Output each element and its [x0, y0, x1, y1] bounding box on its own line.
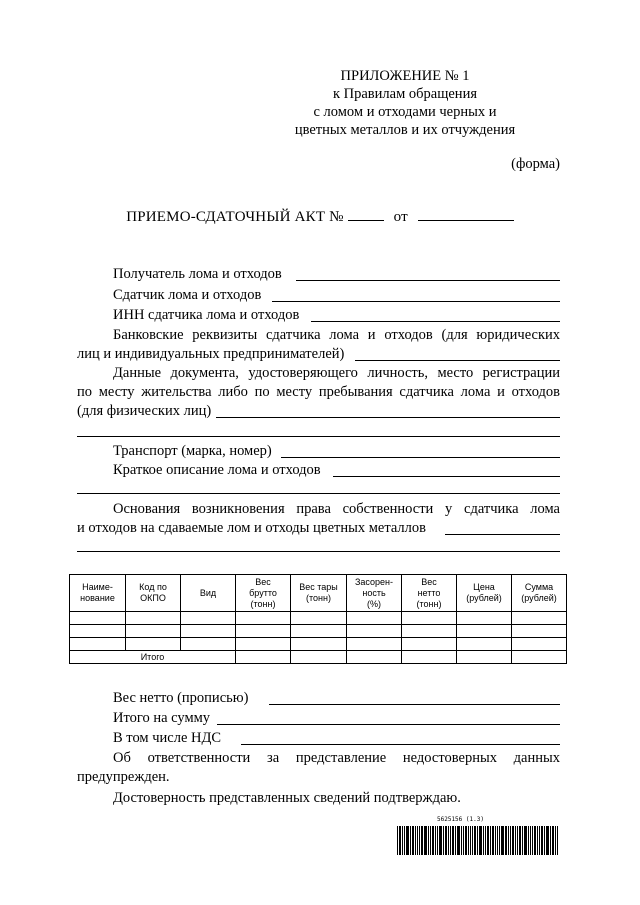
- barcode-bar: [463, 826, 464, 855]
- table-cell[interactable]: [347, 612, 402, 625]
- net-weight-label: Вес нетто (прописью): [113, 690, 249, 706]
- barcode-bar: [452, 826, 454, 855]
- barcode-bar: [399, 826, 401, 855]
- barcode-bar: [468, 826, 469, 855]
- basis-field-1[interactable]: [445, 534, 560, 535]
- barcode-bar: [432, 826, 434, 855]
- barcode: [397, 826, 561, 855]
- basis-label-2: и отходов на сдаваемые лом и отходы цветных металлов: [77, 520, 426, 536]
- barcode-bar: [508, 826, 509, 855]
- table-cell[interactable]: [70, 612, 126, 625]
- table-cell[interactable]: [402, 612, 457, 625]
- barcode-bar: [485, 826, 486, 855]
- table-header-cell: Вес нетто (тонн): [402, 575, 457, 612]
- barcode-bar: [450, 826, 451, 855]
- table-cell[interactable]: [457, 612, 512, 625]
- barcode-bar: [437, 826, 438, 855]
- barcode-bar: [539, 826, 540, 855]
- doc-field-1[interactable]: [216, 417, 560, 418]
- table-cell[interactable]: [291, 612, 347, 625]
- barcode-bar: [557, 826, 558, 855]
- table-cell[interactable]: [236, 625, 291, 638]
- bank-label-1: Банковские реквизиты сдатчика лома и отходов (для юридических: [113, 327, 560, 343]
- doc-label-3: (для физических лиц): [77, 403, 212, 419]
- warning-line-1: Об ответственности за представление недостоверных данных: [113, 750, 560, 766]
- barcode-bar: [435, 826, 436, 855]
- barcode-bar: [417, 826, 418, 855]
- barcode-bar: [510, 826, 511, 855]
- barcode-bar: [501, 826, 504, 855]
- table-cell[interactable]: [70, 625, 126, 638]
- table-cell[interactable]: [70, 638, 126, 651]
- barcode-bar: [524, 826, 527, 855]
- act-number-field[interactable]: [348, 207, 384, 221]
- barcode-bar: [465, 826, 467, 855]
- title-from: от: [393, 209, 408, 225]
- document-title: [0, 207, 640, 226]
- table-header-cell: Цена (рублей): [457, 575, 512, 612]
- recipient-field[interactable]: [296, 280, 560, 281]
- barcode-bar: [546, 826, 549, 855]
- barcode-number: 5625156 (1.3): [437, 816, 484, 823]
- bank-field[interactable]: [355, 360, 560, 361]
- barcode-bar: [528, 826, 529, 855]
- table-total-label: Итого: [70, 651, 236, 664]
- scrap-table: [69, 574, 567, 664]
- appendix-line-1: ПРИЛОЖЕНИЕ № 1: [340, 68, 470, 84]
- appendix-line-3: с ломом и отходами черных и: [313, 104, 497, 120]
- transport-label: Транспорт (марка, номер): [113, 443, 272, 459]
- barcode-bar: [552, 826, 554, 855]
- barcode-bar: [550, 826, 551, 855]
- form-label: (форма): [511, 156, 560, 172]
- table-cell[interactable]: [512, 612, 567, 625]
- table-header-cell: Вес брутто (тонн): [236, 575, 291, 612]
- table-cell[interactable]: [402, 625, 457, 638]
- barcode-bar: [544, 826, 545, 855]
- barcode-bar: [445, 826, 447, 855]
- basis-field-2[interactable]: [77, 551, 560, 552]
- table-cell[interactable]: [126, 612, 181, 625]
- deliverer-label: Сдатчик лома и отходов: [113, 287, 262, 303]
- description-field-2[interactable]: [77, 493, 560, 494]
- barcode-bar: [406, 826, 409, 855]
- table-header-cell: Вес тары (тонн): [291, 575, 347, 612]
- vat-field[interactable]: [241, 744, 560, 745]
- table-cell[interactable]: [181, 638, 236, 651]
- barcode-bar: [534, 826, 536, 855]
- barcode-bar: [455, 826, 456, 855]
- barcode-bar: [443, 826, 444, 855]
- appendix-line-2: к Правилам обращения: [332, 86, 477, 102]
- table-cell[interactable]: [512, 625, 567, 638]
- barcode-bar: [532, 826, 533, 855]
- vat-label: В том числе НДС: [113, 730, 222, 746]
- barcode-bar: [541, 826, 543, 855]
- table-cell[interactable]: [402, 651, 457, 664]
- barcode-bar: [555, 826, 556, 855]
- barcode-bar: [410, 826, 411, 855]
- barcode-bar: [519, 826, 521, 855]
- table-cell[interactable]: [347, 651, 402, 664]
- barcode-bar: [457, 826, 460, 855]
- barcode-bar: [404, 826, 405, 855]
- table-row: [70, 625, 567, 638]
- barcode-bar: [487, 826, 489, 855]
- basis-label-1: Основания возникновения права собственности у сдатчика лома: [113, 501, 560, 517]
- barcode-bar: [461, 826, 462, 855]
- barcode-bar: [495, 826, 496, 855]
- barcode-bar: [537, 826, 538, 855]
- barcode-bar: [517, 826, 518, 855]
- inn-field[interactable]: [311, 321, 560, 322]
- table-cell[interactable]: [347, 625, 402, 638]
- table-row: [70, 638, 567, 651]
- barcode-bar: [483, 826, 484, 855]
- table-header-cell: Наиме- нование: [70, 575, 126, 612]
- appendix-line-4: цветных металлов и их отчуждения: [294, 122, 516, 138]
- barcode-bar: [474, 826, 476, 855]
- barcode-bar: [439, 826, 442, 855]
- table-cell[interactable]: [126, 625, 181, 638]
- barcode-bar: [470, 826, 471, 855]
- inn-label: ИНН сдатчика лома и отходов: [113, 307, 300, 323]
- table-cell[interactable]: [236, 612, 291, 625]
- barcode-bar: [492, 826, 494, 855]
- barcode-bar: [428, 826, 429, 855]
- table-cell[interactable]: [512, 638, 567, 651]
- table-header-cell: Вид: [181, 575, 236, 612]
- table-cell[interactable]: [291, 625, 347, 638]
- barcode-bar: [430, 826, 431, 855]
- barcode-bar: [499, 826, 500, 855]
- table-cell[interactable]: [181, 612, 236, 625]
- recipient-label: Получатель лома и отходов: [113, 266, 282, 282]
- transport-field[interactable]: [281, 457, 560, 458]
- table-header-cell: Код по ОКПО: [126, 575, 181, 612]
- barcode-bar: [477, 826, 478, 855]
- doc-label-1: Данные документа, удостоверяющего личность, место регистрации: [113, 365, 560, 381]
- table-cell[interactable]: [236, 638, 291, 651]
- table-cell[interactable]: [291, 651, 347, 664]
- table-cell[interactable]: [236, 651, 291, 664]
- confirmation-text: Достоверность представленных сведений подтверждаю.: [113, 790, 461, 806]
- barcode-bar: [505, 826, 507, 855]
- bank-label-2: лиц и индивидуальных предпринимателей): [77, 346, 345, 362]
- barcode-bar: [397, 826, 398, 855]
- barcode-bar: [512, 826, 514, 855]
- table-cell[interactable]: [457, 638, 512, 651]
- table-header-cell: Сумма (рублей): [512, 575, 567, 612]
- total-sum-field[interactable]: [217, 724, 560, 725]
- barcode-bar: [402, 826, 403, 855]
- table-cell[interactable]: [126, 638, 181, 651]
- table-header-row: [70, 575, 567, 612]
- table-cell[interactable]: [181, 625, 236, 638]
- barcode-bar: [490, 826, 491, 855]
- net-weight-field[interactable]: [269, 704, 560, 705]
- act-date-field[interactable]: [418, 207, 514, 221]
- table-cell[interactable]: [291, 638, 347, 651]
- table-cell[interactable]: [457, 651, 512, 664]
- table-cell[interactable]: [512, 651, 567, 664]
- barcode-bar: [515, 826, 516, 855]
- barcode-bar: [497, 826, 498, 855]
- title-text: ПРИЕМО-СДАТОЧНЫЙ АКТ №: [126, 209, 344, 225]
- doc-label-2: по месту жительства либо по месту пребывания сдатчика лома и отходов: [77, 384, 560, 400]
- table-cell[interactable]: [347, 638, 402, 651]
- barcode-bar: [479, 826, 482, 855]
- table-cell[interactable]: [457, 625, 512, 638]
- barcode-bar: [421, 826, 423, 855]
- barcode-bar: [530, 826, 531, 855]
- barcode-bar: [419, 826, 420, 855]
- barcode-bar: [448, 826, 449, 855]
- barcode-bar: [522, 826, 523, 855]
- table-header-cell: Засорен- ность (%): [347, 575, 402, 612]
- barcode-bar: [412, 826, 414, 855]
- appendix-header: [255, 67, 555, 139]
- description-field-1[interactable]: [333, 476, 560, 477]
- doc-field-2[interactable]: [77, 436, 560, 437]
- description-label: Краткое описание лома и отходов: [113, 462, 321, 478]
- table-row: [70, 612, 567, 625]
- table-total-row: [70, 651, 567, 664]
- total-sum-label: Итого на сумму: [113, 710, 211, 726]
- barcode-bar: [415, 826, 416, 855]
- barcode-bar: [472, 826, 473, 855]
- barcode-bar: [424, 826, 427, 855]
- deliverer-field[interactable]: [272, 301, 560, 302]
- warning-line-2: предупрежден.: [77, 769, 170, 785]
- table-cell[interactable]: [402, 638, 457, 651]
